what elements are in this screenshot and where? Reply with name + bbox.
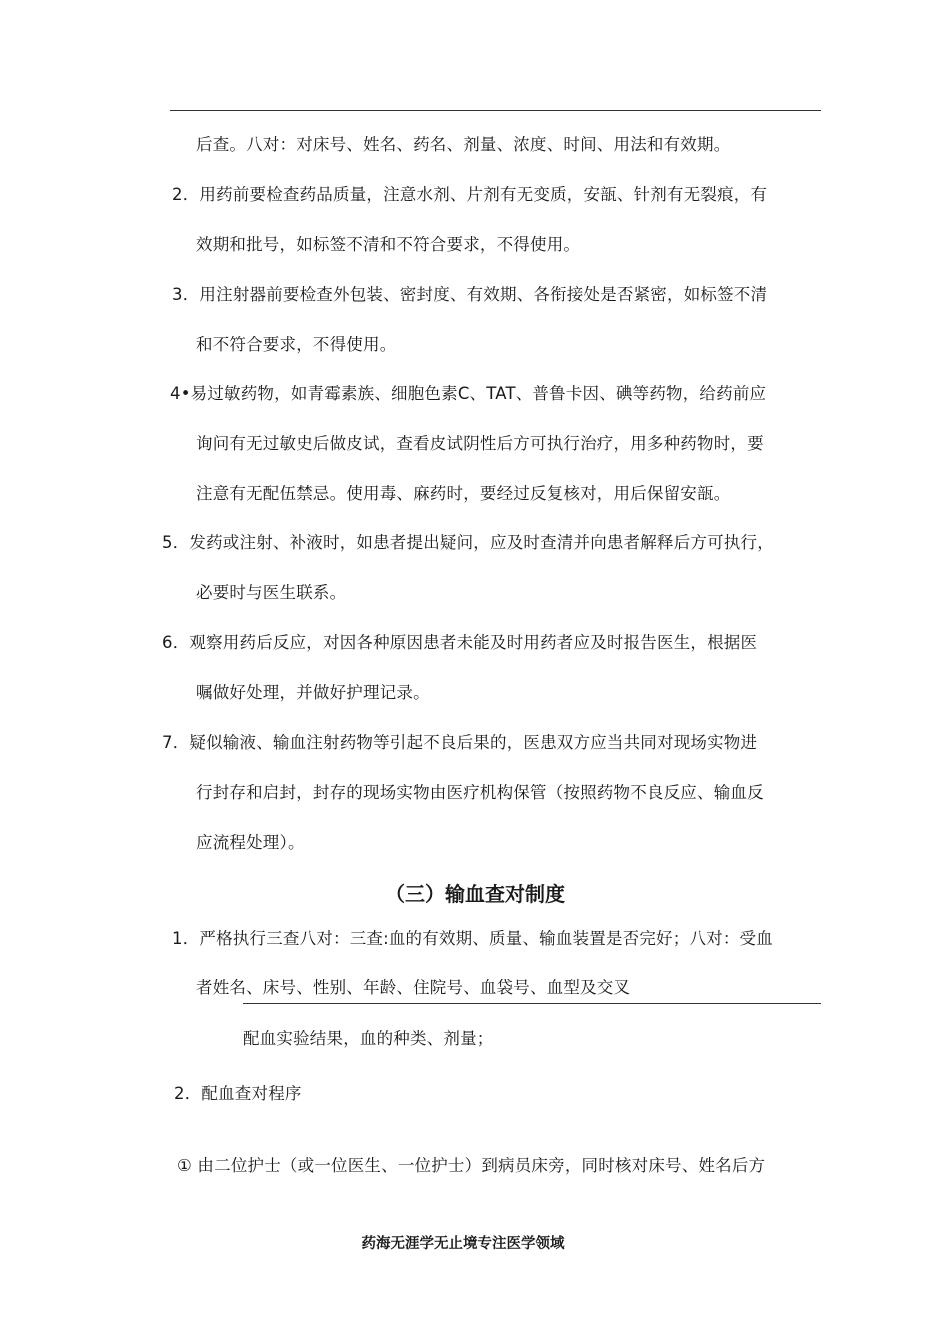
item-7-line-1: 7．疑似输液、输血注射药物等引起不良后果的，医患双方应当共同对现场实物进: [162, 733, 758, 752]
footer-text: 药海无涯学无止境专注医学领域: [361, 1236, 565, 1252]
blood-item-1-line-3: 配血实验结果，血的种类、剂量；: [243, 1029, 494, 1048]
item-1-continuation: 后查。八对：对床号、姓名、药名、剂量、浓度、时间、用法和有效期。: [196, 135, 731, 154]
item-6-line-1: 6．观察用药后反应，对因各种原因患者未能及时用药者应及时报告医生，根据医: [162, 633, 758, 652]
item-2-line-2: 效期和批号，如标签不清和不符合要求，不得使用。: [196, 235, 581, 254]
header-rule: [170, 110, 821, 111]
item-3-line-2: 和不符合要求，不得使用。: [196, 335, 397, 354]
item-2-line-1: 2．用药前要检查药品质量，注意水剂、片剂有无变质，安瓿、针剂有无裂痕，有: [172, 185, 768, 204]
item-3-line-1: 3．用注射器前要检查外包装、密封度、有效期、各衔接处是否紧密，如标签不清: [172, 285, 768, 304]
item-5-line-2: 必要时与医生联系。: [196, 583, 347, 602]
blood-item-1-line-1: 1．严格执行三查八对：三查:血的有效期、质量、输血装置是否完好；八对：受血: [172, 929, 773, 948]
blood-item-1-line-2: 者姓名、床号、性别、年龄、住院号、血袋号、血型及交叉: [196, 978, 631, 997]
item-7-line-2: 行封存和启封，封存的现场实物由医疗机构保管（按照药物不良反应、输血反: [196, 783, 764, 802]
item-5-line-1: 5．发药或注射、补液时，如患者提出疑问，应及时查清并向患者解释后方可执行，: [162, 533, 774, 552]
section-heading: （三）输血查对制度: [385, 882, 565, 906]
item-6-line-2: 嘱做好处理，并做好护理记录。: [196, 683, 430, 702]
item-7-line-3: 应流程处理）。: [196, 833, 305, 852]
blood-item-2-line-1: 2．配血查对程序: [174, 1084, 302, 1103]
blood-step-1-line-1: ① 由二位护士（或一位医生、一位护士）到病员床旁，同时核对床号、姓名后方: [177, 1156, 766, 1175]
item-4-line-2: 询问有无过敏史后做皮试，查看皮试阴性后方可执行治疗，用多种药物时，要: [196, 434, 764, 453]
item-4-line-1: 4•易过敏药物，如青霉素族、细胞色素C、TAT、普鲁卡因、碘等药物，给药前应: [170, 384, 767, 403]
section-rule: [243, 1003, 821, 1004]
item-4-line-3: 注意有无配伍禁忌。使用毒、麻药时，要经过反复核对，用后保留安瓿。: [196, 484, 731, 503]
